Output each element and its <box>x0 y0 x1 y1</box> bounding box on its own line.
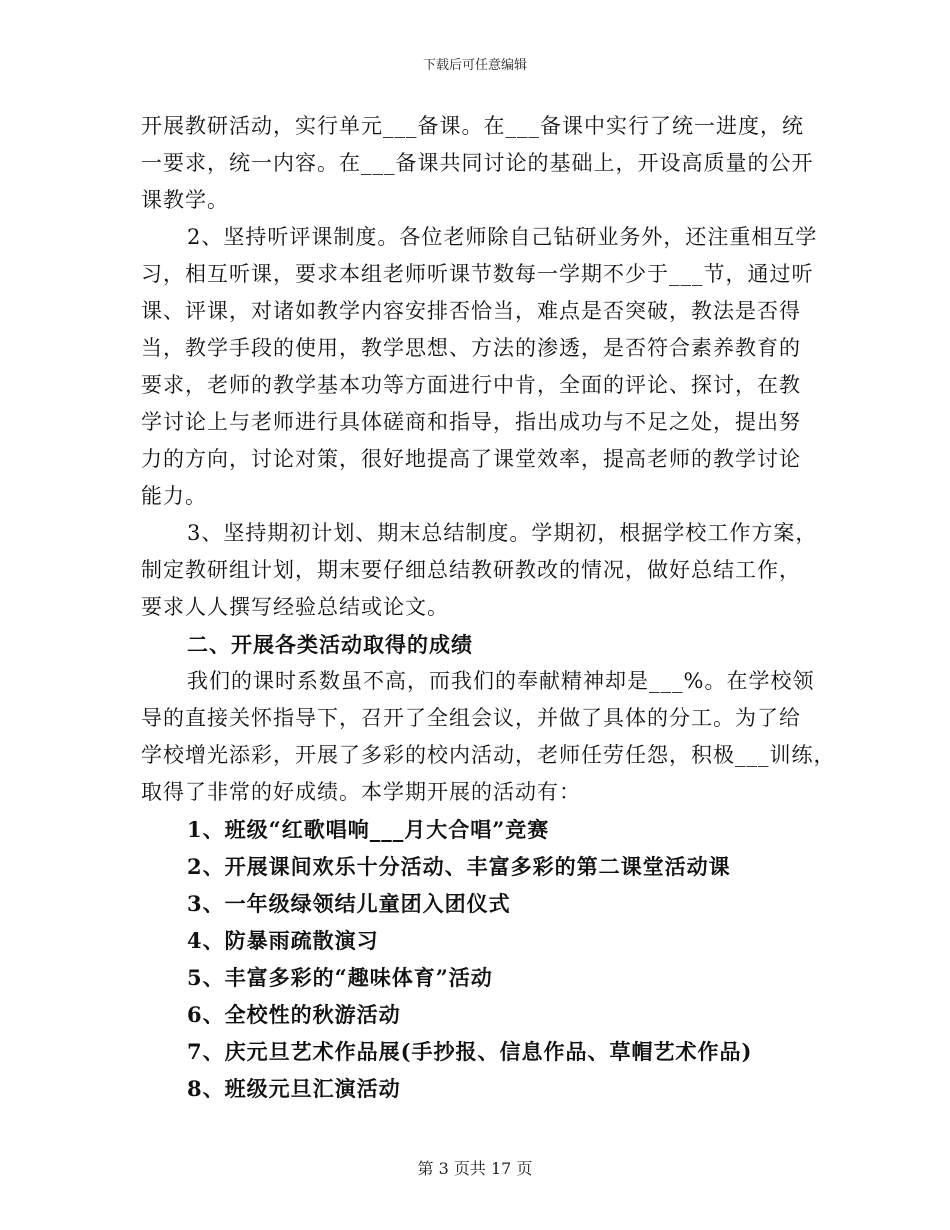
page-header: 下载后可任意编辑 <box>422 58 527 73</box>
page-footer: 第 3 页共 17 页 <box>417 1159 533 1178</box>
paragraph <box>141 108 817 219</box>
text-line: 当，教学手段的使用，教学思想、方法的渗透，是否符合素养教育的 <box>141 336 801 360</box>
list-item: 3、一年级绿领结儿童团入团仪式 <box>187 891 511 916</box>
text-line: 开展教研活动，实行单元___备课。在___备课中实行了统一进度，统 <box>141 114 804 138</box>
text-line: 一要求，统一内容。在___备课共同讨论的基础上，开设高质量的公开 <box>141 151 814 175</box>
text-line: 课教学。 <box>141 188 229 212</box>
text-line: 我们的课时系数虽不高，而我们的奉献精神却是___%。在学校领 <box>187 669 815 693</box>
text-line: 取得了非常的好成绩。本学期开展的活动有： <box>141 780 581 804</box>
paragraph <box>141 515 817 626</box>
text-line: 制定教研组计划，期末要仔细总结教研教改的情况，做好总结工作， <box>141 558 801 582</box>
list-item: 6、全校性的秋游活动 <box>187 1002 401 1027</box>
list-item: 8、班级元旦汇演活动 <box>187 1076 401 1101</box>
text-line: 学讨论上与老师进行具体磋商和指导，指出成功与不足之处，提出努 <box>141 410 801 434</box>
paragraph <box>141 219 817 515</box>
text-line: 导的直接关怀指导下，召开了全组会议，并做了具体的分工。为了给 <box>141 706 801 730</box>
text-line: 3、坚持期初计划、期末总结制度。学期初，根据学校工作方案， <box>187 521 818 545</box>
text-line: 要求人人撰写经验总结或论文。 <box>141 595 449 619</box>
list-item: 4、防暴雨疏散演习 <box>187 928 379 953</box>
section-heading: 二、开展各类活动取得的成绩 <box>187 632 473 657</box>
activity-list <box>141 811 817 1107</box>
list-item: 7、庆元旦艺术作品展(手抄报、信息作品、草帽艺术作品) <box>187 1039 753 1064</box>
text-line: 2、坚持听评课制度。各位老师除自己钻研业务外，还注重相互学 <box>187 225 818 249</box>
text-line: 要求，老师的教学基本功等方面进行中肯，全面的评论、探讨，在教 <box>141 373 801 397</box>
text-line: 课、评课，对诸如教学内容安排否恰当，难点是否突破，教法是否得 <box>141 299 801 323</box>
list-item: 5、丰富多彩的“趣味体育”活动 <box>187 965 493 990</box>
text-line: 习，相互听课，要求本组老师听课节数每一学期不少于___节，通过听 <box>141 262 814 286</box>
paragraph <box>141 663 836 811</box>
document-body <box>141 108 836 1107</box>
text-line: 能力。 <box>141 484 207 508</box>
list-item: 2、开展课间欢乐十分活动、丰富多彩的第二课堂活动课 <box>187 854 731 879</box>
list-item: 1、班级“红歌唱响___月大合唱”竞赛 <box>187 817 550 842</box>
text-line: 力的方向，讨论对策，很好地提高了课堂效率，提高老师的教学讨论 <box>141 447 801 471</box>
text-line: 学校增光添彩，开展了多彩的校内活动，老师任劳任怨，积极___训练， <box>141 743 836 767</box>
